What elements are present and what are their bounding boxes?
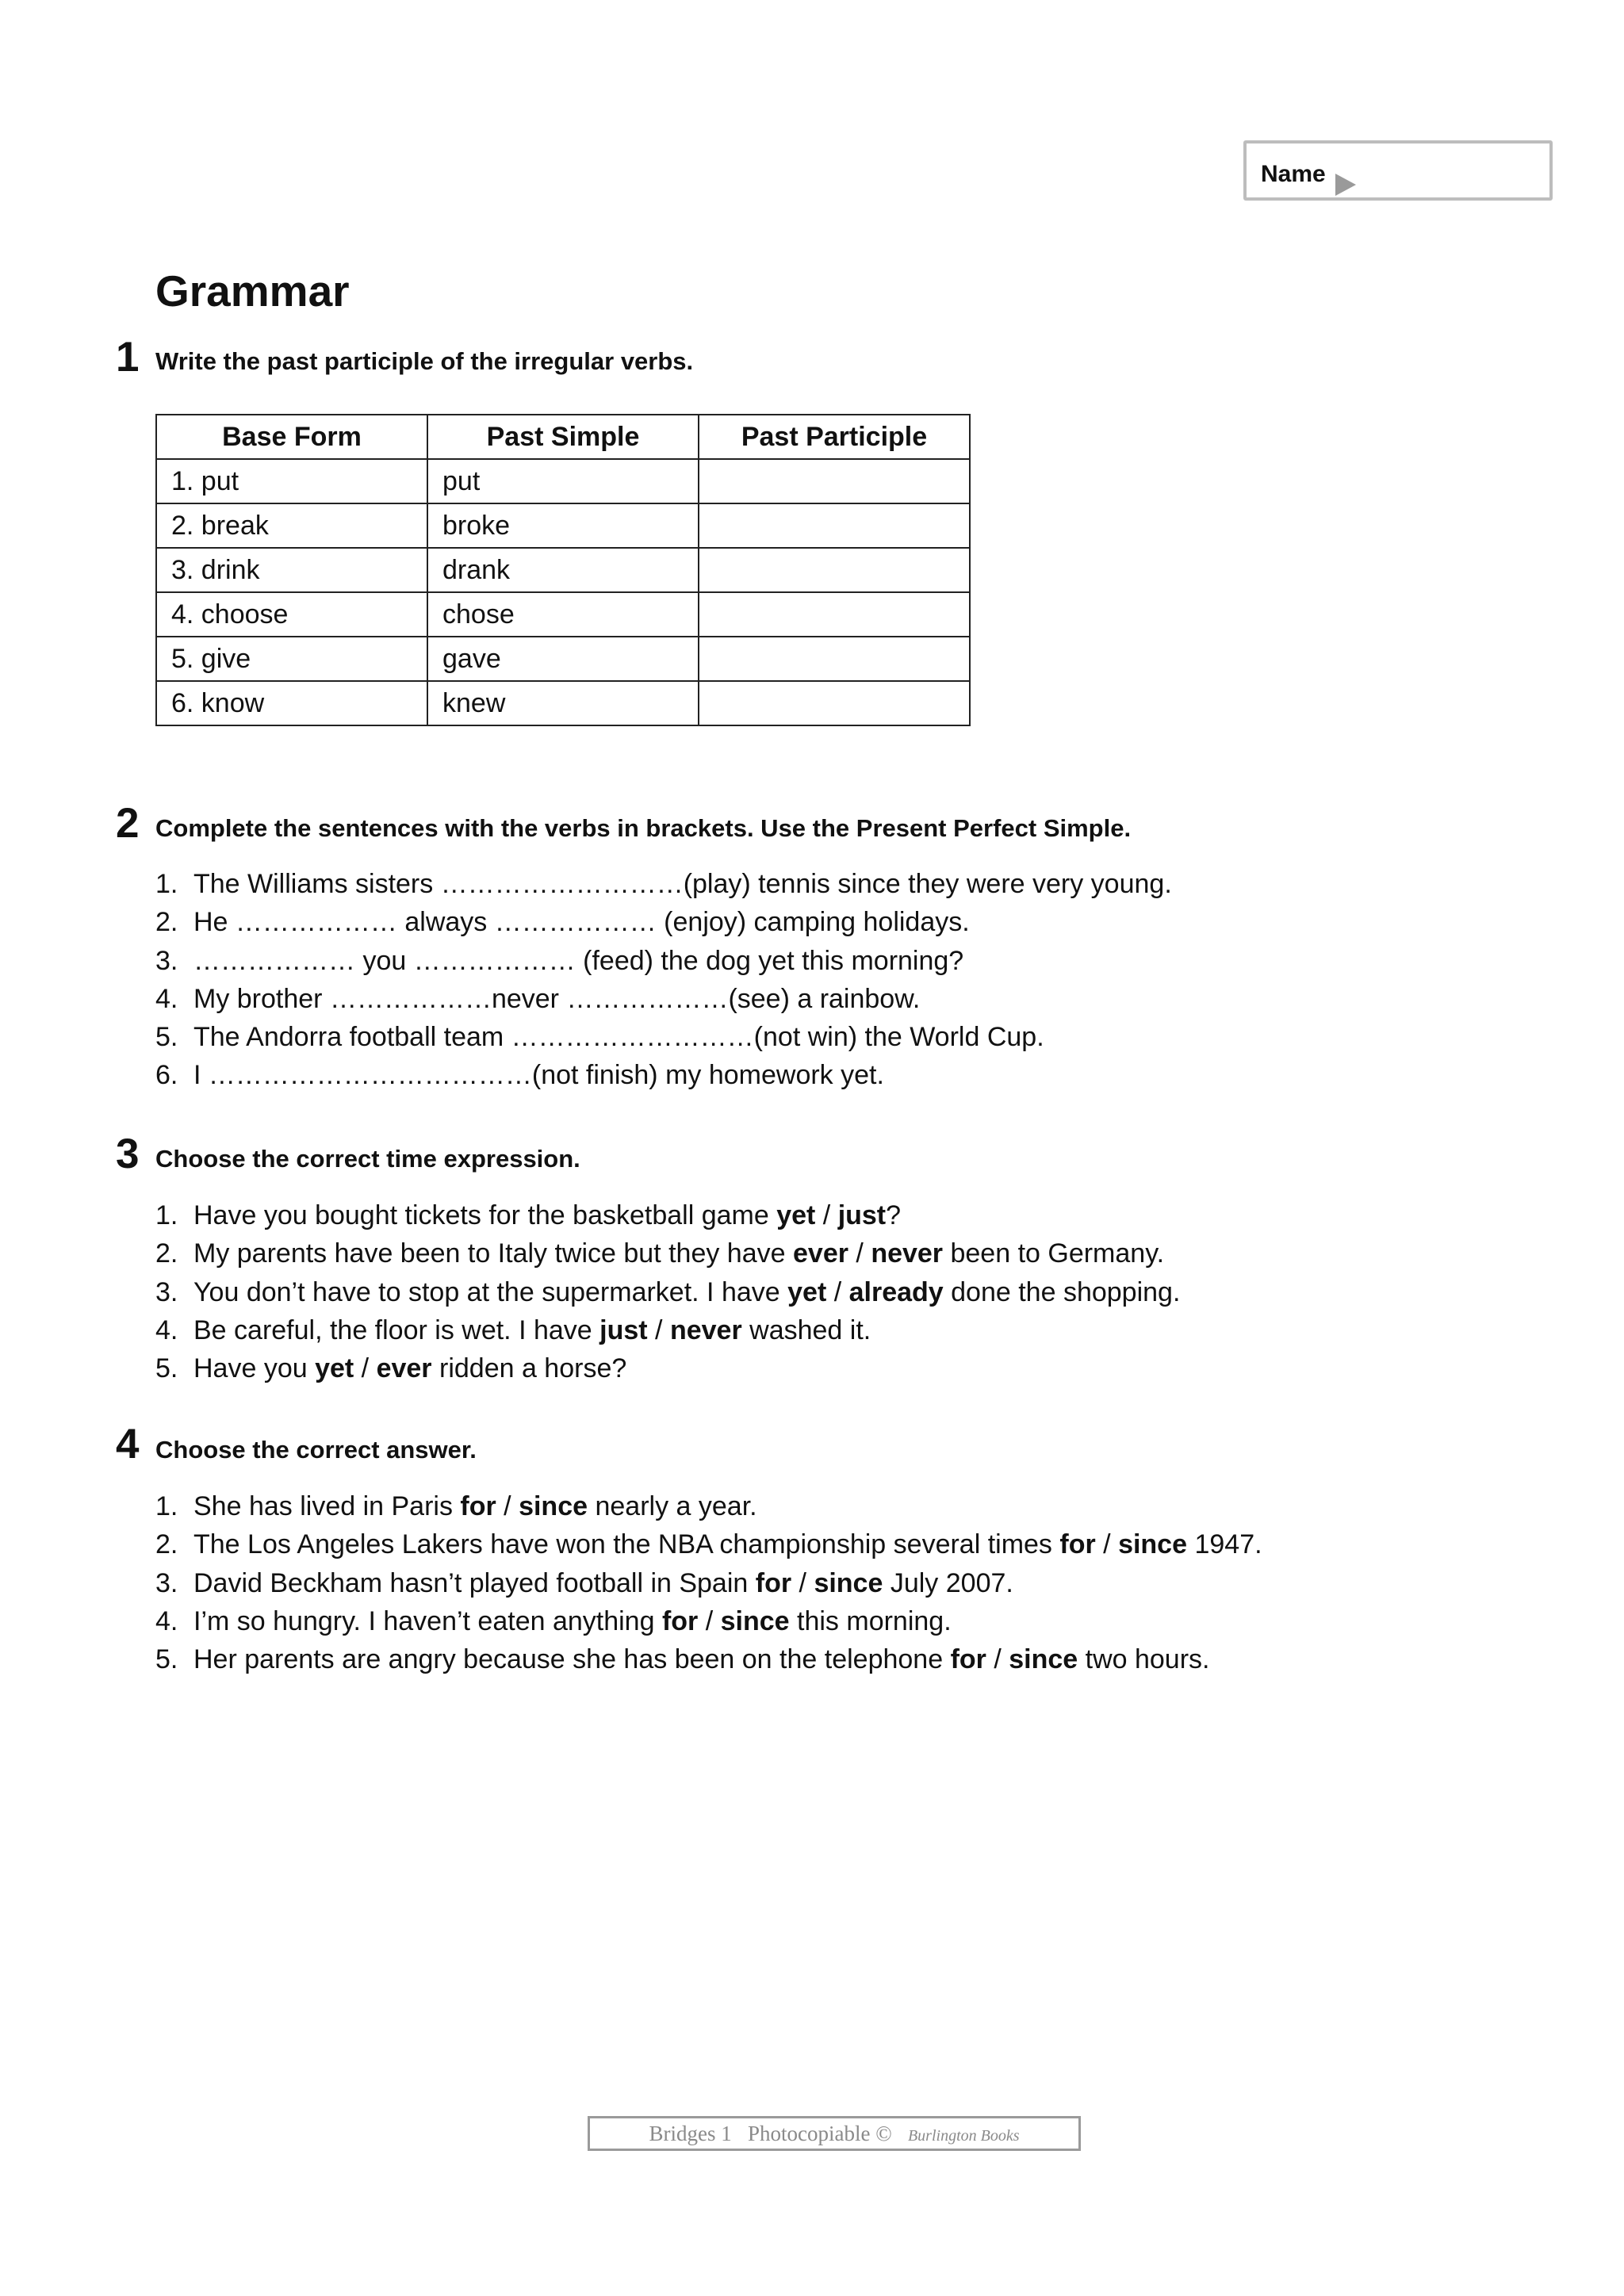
item-number: 3. — [155, 1567, 178, 1598]
item-number: 5. — [155, 1353, 178, 1384]
sentence-text: ……………… you ……………… (feed) the dog yet this morning? — [193, 945, 964, 976]
option-separator: / — [354, 1353, 377, 1384]
past-participle-cell[interactable] — [699, 681, 970, 725]
sentence-text: I’m so hungry. I haven’t eaten anything — [193, 1605, 662, 1636]
option-1[interactable]: for — [950, 1644, 986, 1675]
option-separator: / — [791, 1567, 814, 1598]
base-form-cell: 4. choose — [156, 592, 427, 637]
section-3-instruction: Choose the correct time expression. — [155, 1145, 580, 1173]
section-4-instruction: Choose the correct answer. — [155, 1436, 477, 1464]
option-2[interactable]: never — [871, 1238, 944, 1269]
option-1[interactable]: ever — [793, 1238, 848, 1269]
table-header: Past Participle — [699, 415, 970, 459]
section-3-number: 3 — [116, 1131, 140, 1177]
section-1-instruction: Write the past participle of the irregular verbs. — [155, 347, 694, 375]
sentence-text: My brother ………………never ………………(see) a rainbow. — [193, 983, 921, 1014]
sentence-text: You don’t have to stop at the supermarket. I have — [193, 1276, 788, 1307]
option-2[interactable]: already — [848, 1276, 944, 1307]
past-simple-cell: broke — [427, 503, 699, 548]
sentence-text: David Beckham hasn’t played football in Spain — [193, 1567, 756, 1598]
sentence-text: done the shopping. — [943, 1276, 1181, 1307]
past-simple-cell: drank — [427, 548, 699, 592]
section-3-list — [155, 1200, 1180, 1391]
option-1[interactable]: yet — [315, 1353, 354, 1384]
item-number: 1. — [155, 1491, 178, 1521]
option-separator: / — [698, 1605, 721, 1636]
sentence-text: He ……………… always ……………… (enjoy) camping holidays. — [193, 907, 970, 938]
option-separator: / — [647, 1314, 670, 1345]
option-1[interactable]: just — [599, 1314, 648, 1345]
option-2[interactable]: ever — [376, 1353, 432, 1384]
past-simple-cell: gave — [427, 637, 699, 681]
list-item — [155, 869, 1172, 907]
name-box[interactable] — [1243, 140, 1553, 201]
sentence-text: Have you — [193, 1353, 316, 1384]
option-1[interactable]: for — [661, 1605, 699, 1636]
table-row — [156, 681, 970, 725]
section-1-number: 1 — [116, 334, 140, 381]
list-item — [155, 1238, 1180, 1276]
past-participle-cell[interactable] — [699, 637, 970, 681]
table-row — [156, 592, 970, 637]
option-1[interactable]: for — [460, 1491, 496, 1521]
option-1[interactable]: for — [755, 1567, 792, 1598]
list-item — [155, 1353, 1180, 1391]
sentence-text: washed it. — [741, 1314, 871, 1345]
list-item — [155, 1200, 1180, 1238]
option-separator: / — [496, 1491, 519, 1521]
option-2[interactable]: never — [669, 1314, 742, 1345]
past-participle-cell[interactable] — [699, 592, 970, 637]
footer-publisher: Burlington Books — [907, 2127, 1020, 2145]
past-participle-cell[interactable] — [699, 548, 970, 592]
section-4-number: 4 — [116, 1421, 140, 1468]
sentence-text: The Williams sisters ………………………(play) tennis since they were very young. — [193, 869, 1172, 899]
arrow-right-icon — [1335, 174, 1356, 196]
sentence-text: The Andorra football team ………………………(not win) the World Cup. — [193, 1022, 1044, 1053]
name-label: Name — [1261, 161, 1326, 187]
item-number: 1. — [155, 869, 178, 899]
option-2[interactable]: since — [814, 1567, 883, 1598]
list-item — [155, 1529, 1262, 1567]
past-simple-cell: knew — [427, 681, 699, 725]
sentence-text: Be careful, the floor is wet. I have — [193, 1314, 600, 1345]
item-number: 2. — [155, 1238, 178, 1269]
option-separator: / — [815, 1200, 838, 1230]
sentence-text: ? — [886, 1200, 902, 1230]
list-item — [155, 1568, 1262, 1606]
option-2[interactable]: since — [519, 1491, 588, 1521]
item-number: 1. — [155, 1200, 178, 1230]
option-2[interactable]: since — [1009, 1644, 1078, 1675]
item-number: 6. — [155, 1060, 178, 1091]
section-2-number: 2 — [116, 800, 140, 847]
item-number: 5. — [155, 1644, 178, 1675]
section-4-list — [155, 1491, 1262, 1682]
section-2-list — [155, 869, 1172, 1099]
footer-brand: Bridges 1 — [649, 2122, 732, 2145]
list-item — [155, 1022, 1172, 1060]
option-1[interactable]: for — [1059, 1529, 1096, 1560]
base-form-cell: 3. drink — [156, 548, 427, 592]
table-row — [156, 503, 970, 548]
option-2[interactable]: just — [837, 1200, 887, 1230]
option-2[interactable]: since — [1118, 1529, 1188, 1560]
past-simple-cell: put — [427, 459, 699, 503]
option-1[interactable]: yet — [776, 1200, 816, 1230]
list-item — [155, 1277, 1180, 1315]
base-form-cell: 2. break — [156, 503, 427, 548]
past-participle-cell[interactable] — [699, 459, 970, 503]
base-form-cell: 1. put — [156, 459, 427, 503]
sentence-text: this morning. — [789, 1605, 952, 1636]
sentence-text: nearly a year. — [588, 1491, 757, 1521]
list-item — [155, 1644, 1262, 1682]
table-row — [156, 548, 970, 592]
table-row — [156, 637, 970, 681]
option-1[interactable]: yet — [787, 1276, 827, 1307]
table-row — [156, 459, 970, 503]
footer-copyright — [588, 2116, 1081, 2151]
table-header: Base Form — [156, 415, 427, 459]
item-number: 4. — [155, 1314, 178, 1345]
item-number: 2. — [155, 1529, 178, 1560]
sentence-text: two hours. — [1078, 1644, 1210, 1675]
item-number: 3. — [155, 1276, 178, 1307]
base-form-cell: 5. give — [156, 637, 427, 681]
list-item — [155, 907, 1172, 945]
list-item — [155, 1315, 1180, 1353]
list-item — [155, 946, 1172, 984]
option-separator: / — [848, 1238, 871, 1269]
footer-text: Photocopiable © — [747, 2122, 892, 2145]
item-number: 2. — [155, 907, 178, 938]
table-header: Past Simple — [427, 415, 699, 459]
base-form-cell: 6. know — [156, 681, 427, 725]
item-number: 5. — [155, 1022, 178, 1053]
sentence-text: July 2007. — [883, 1567, 1013, 1598]
item-number: 4. — [155, 1605, 178, 1636]
sentence-text: She has lived in Paris — [193, 1491, 461, 1521]
list-item — [155, 1491, 1262, 1529]
verb-table — [155, 414, 971, 726]
sentence-text: been to Germany. — [943, 1238, 1165, 1269]
page-title: Grammar — [155, 266, 350, 316]
sentence-text: Her parents are angry because she has been on the telephone — [193, 1644, 951, 1675]
sentence-text: ridden a horse? — [431, 1353, 627, 1384]
past-simple-cell: chose — [427, 592, 699, 637]
list-item — [155, 984, 1172, 1022]
list-item — [155, 1060, 1172, 1098]
sentence-text: My parents have been to Italy twice but they have — [193, 1238, 793, 1269]
sentence-text: 1947. — [1187, 1529, 1262, 1560]
item-number: 4. — [155, 983, 178, 1014]
option-separator: / — [986, 1644, 1009, 1675]
option-2[interactable]: since — [720, 1605, 790, 1636]
list-item — [155, 1606, 1262, 1644]
section-2-instruction: Complete the sentences with the verbs in brackets. Use the Present Perfect Simple. — [155, 814, 1132, 842]
sentence-text: I ………………………………(not finish) my homework yet. — [193, 1060, 884, 1091]
option-separator: / — [1095, 1529, 1119, 1560]
table-header-row — [156, 415, 970, 459]
sentence-text: The Los Angeles Lakers have won the NBA championship several times — [193, 1529, 1060, 1560]
item-number: 3. — [155, 945, 178, 976]
option-separator: / — [826, 1276, 849, 1307]
sentence-text: Have you bought tickets for the basketball game — [193, 1200, 777, 1230]
past-participle-cell[interactable] — [699, 503, 970, 548]
